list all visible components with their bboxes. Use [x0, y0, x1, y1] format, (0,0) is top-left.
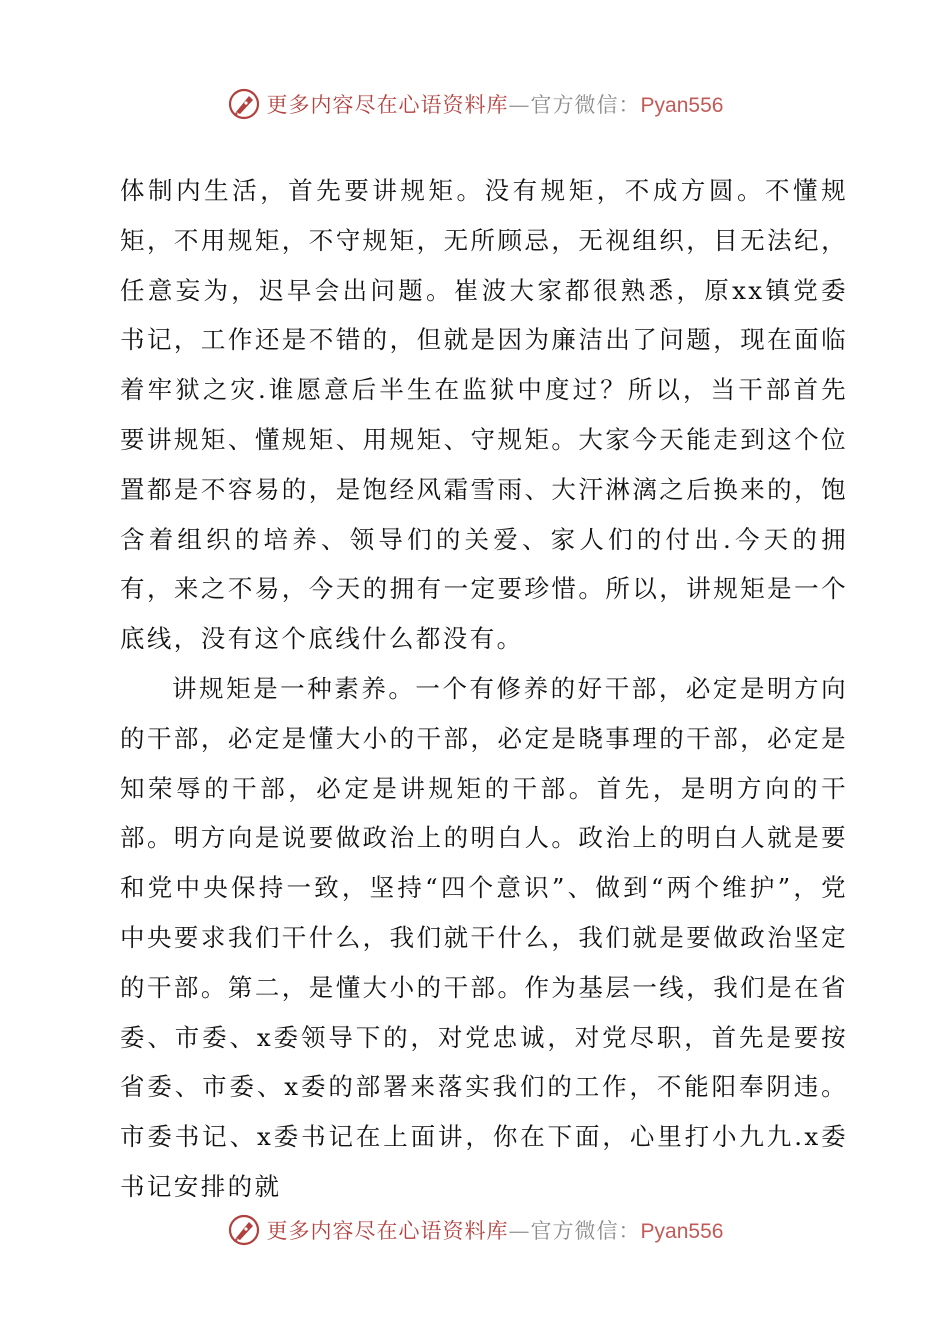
paragraph-2: 讲规矩是一种素养。一个有修养的好干部，必定是明方向的干部，必定是懂大小的干部，必定是晓事理的干部，必定是知荣辱的干部，必定是讲规矩的干部。首先，是明方向的干部。明方向是说要做政治上的明白人。政治上的明白人就是要和党中央保持一致，坚持“四个意识”、做到“两个维护”，党中央要求我们干什么，我们就干什么，我们就是要做政治坚定的干部。第二，是懂大小的干部。作为基层一线，我们是在省委、市委、x委领导下的，对党忠诚，对党尽职，首先是要按省委、市委、x委的部署来落实我们的工作，不能阳奉阴违。市委书记、x委书记在上面讲，你在下面，心里打小九九.x委书记安排的就	[120, 673, 848, 1201]
footer-watermark-text: 更多内容尽在心语资料库—官方微信：Pyan556	[266, 1219, 724, 1243]
paragraph-1: 体制内生活，首先要讲规矩。没有规矩，不成方圆。不懂规矩，不用规矩，不守规矩，无所顾忌，无视组织，目无法纪，任意妄为，迟早会出问题。崔波大家都很熟悉，原xx镇党委书记，工作还是不错的，但就是因为廉洁出了问题，现在面临着牢狱之灾.谁愿意后半生在监狱中度过？所以，当干部首先要讲规矩、懂规矩、用规矩、守规矩。大家今天能走到这个位置都是不容易的，是饱经风霜雪雨、大汗淋漓之后换来的，饱含着组织的培养、领导们的关爱、家人们的付出.今天的拥有，来之不易，今天的拥有一定要珍惜。所以，讲规矩是一个底线，没有这个底线什么都没有。	[120, 176, 848, 654]
header-watermark-banner	[0, 84, 950, 124]
header-watermark-text: 更多内容尽在心语资料库—官方微信：Pyan556	[266, 93, 724, 117]
footer-watermark-banner	[0, 1210, 950, 1250]
pen-nib-logo-icon	[227, 1213, 261, 1247]
pen-nib-logo-icon	[227, 87, 261, 121]
document-body	[120, 166, 848, 1212]
